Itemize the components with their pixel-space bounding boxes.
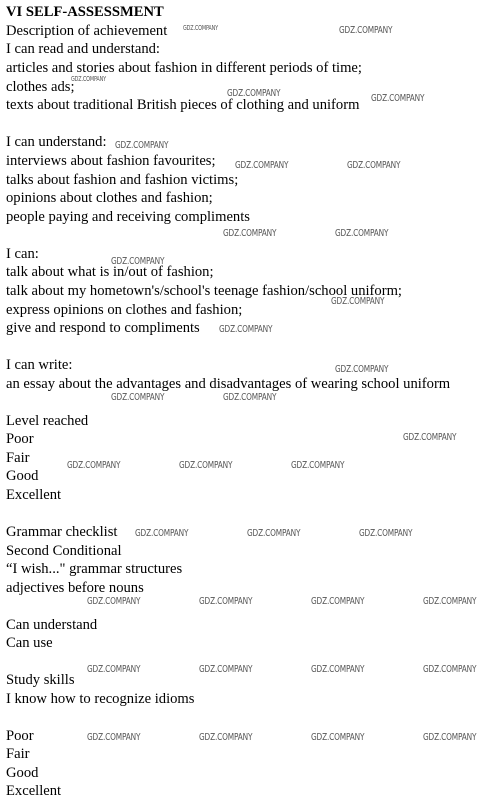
text-line: give and respond to compliments: [6, 320, 200, 336]
text-line: Poor: [6, 728, 34, 744]
text-line: Good: [6, 765, 39, 781]
watermark: GDZ.COMPANY: [371, 93, 425, 104]
watermark: GDZ.COMPANY: [135, 528, 189, 539]
watermark: GDZ.COMPANY: [331, 296, 385, 307]
watermark: GDZ.COMPANY: [311, 596, 365, 607]
text-line: I can read and understand:: [6, 41, 160, 57]
text-line: Fair: [6, 450, 30, 466]
text-line: Study skills: [6, 672, 75, 688]
text-line: talks about fashion and fashion victims;: [6, 172, 239, 188]
text-line: Description of achievement: [6, 23, 168, 39]
text-line: texts about traditional British pieces of clothing and uniform: [6, 97, 360, 113]
text-line: “I wish..." grammar structures: [6, 561, 183, 577]
watermark: GDZ.COMPANY: [115, 140, 169, 151]
text-line: clothes ads;: [6, 79, 75, 95]
watermark: GDZ.COMPANY: [235, 160, 289, 171]
watermark: GDZ.COMPANY: [87, 664, 141, 675]
text-line: talk about my hometown's/school's teenage fashion/school uniform;: [6, 283, 402, 299]
watermark: GDZ.COMPANY: [311, 732, 365, 743]
watermark: GDZ.COMPANY: [339, 25, 393, 36]
watermark: GDZ.COMPANY: [67, 460, 121, 471]
text-line: Second Conditional: [6, 543, 122, 559]
watermark: GDZ.COMPANY: [311, 664, 365, 675]
watermark: GDZ.COMPANY: [359, 528, 413, 539]
text-line: interviews about fashion favourites;: [6, 153, 216, 169]
watermark: GDZ.COMPANY: [111, 256, 165, 267]
watermark: GDZ.COMPANY: [87, 596, 141, 607]
watermark: GDZ.COMPANY: [223, 392, 277, 403]
text-line: Fair: [6, 746, 30, 762]
watermark: GDZ.COMPANY: [111, 392, 165, 403]
watermark: GDZ.COMPANY: [423, 664, 477, 675]
watermark: GDZ.COMPANY: [219, 324, 273, 335]
text-line: adjectives before nouns: [6, 580, 144, 596]
watermark: GDZ.COMPANY: [227, 88, 281, 99]
watermark: GDZ.COMPANY: [423, 596, 477, 607]
text-line: I know how to recognize idioms: [6, 691, 195, 707]
text-line: Good: [6, 468, 39, 484]
text-line: people paying and receiving compliments: [6, 209, 250, 225]
watermark: GDZ.COMPANY: [183, 24, 218, 32]
watermark: GDZ.COMPANY: [247, 528, 301, 539]
watermark: GDZ.COMPANY: [347, 160, 401, 171]
watermark: GDZ.COMPANY: [71, 75, 106, 83]
text-line: Poor: [6, 431, 34, 447]
text-line: I can understand:: [6, 134, 107, 150]
watermark: GDZ.COMPANY: [199, 664, 253, 675]
text-line: Can understand: [6, 617, 98, 633]
text-line: an essay about the advantages and disadvantages of wearing school uniform: [6, 376, 451, 392]
watermark: GDZ.COMPANY: [335, 228, 389, 239]
watermark: GDZ.COMPANY: [199, 596, 253, 607]
text-line: talk about what is in/out of fashion;: [6, 264, 214, 280]
text-line: Level reached: [6, 413, 89, 429]
text-line: express opinions on clothes and fashion;: [6, 302, 243, 318]
text-line: Excellent: [6, 783, 62, 799]
watermark: GDZ.COMPANY: [223, 228, 277, 239]
watermark: GDZ.COMPANY: [335, 364, 389, 375]
watermark: GDZ.COMPANY: [291, 460, 345, 471]
text-line: I can write:: [6, 357, 73, 373]
title: VI SELF-ASSESSMENT: [6, 4, 164, 20]
watermark: GDZ.COMPANY: [403, 432, 457, 443]
text-line: opinions about clothes and fashion;: [6, 190, 213, 206]
text-line: Excellent: [6, 487, 62, 503]
watermark: GDZ.COMPANY: [199, 732, 253, 743]
watermark: GDZ.COMPANY: [87, 732, 141, 743]
text-line: articles and stories about fashion in different periods of time;: [6, 60, 362, 76]
text-line: Grammar checklist: [6, 524, 118, 540]
text-line: I can:: [6, 246, 39, 262]
watermark: GDZ.COMPANY: [423, 732, 477, 743]
text-line: Can use: [6, 635, 53, 651]
watermark: GDZ.COMPANY: [179, 460, 233, 471]
